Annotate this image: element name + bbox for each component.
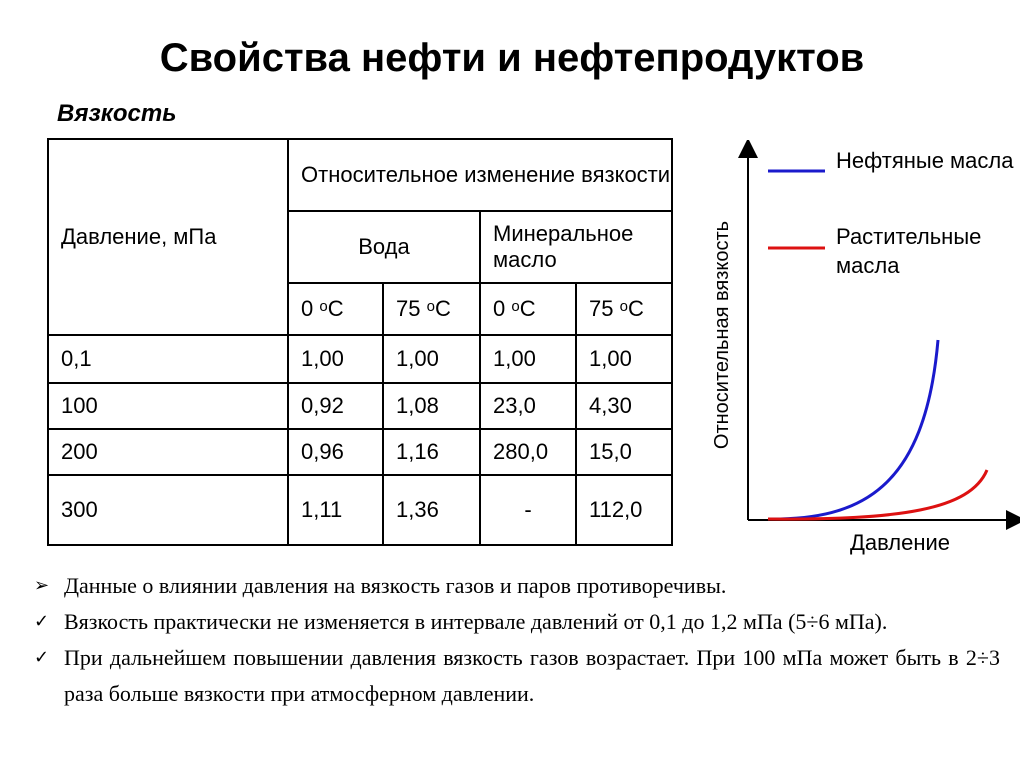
table-row	[48, 475, 672, 545]
value-cell: 4,30	[576, 383, 672, 429]
table-row	[48, 429, 672, 475]
bullet-item	[30, 604, 1000, 640]
value-cell: 1,00	[288, 335, 383, 383]
value-cell: 15,0	[576, 429, 672, 475]
bullet-list	[30, 568, 1000, 712]
series-line-petroleum-oils	[768, 340, 938, 519]
temp-unit: C	[434, 296, 451, 321]
viscosity-table	[47, 138, 673, 546]
degree-mark: o	[619, 298, 628, 315]
value-cell: 280,0	[480, 429, 576, 475]
temp-value: 0	[301, 296, 314, 321]
bullet-item	[30, 568, 1000, 604]
table-row	[48, 383, 672, 429]
bullet-item	[30, 640, 1000, 712]
value-cell: 23,0	[480, 383, 576, 429]
pressure-header: Давление, мПа	[48, 139, 288, 335]
page-title: Свойства нефти и нефтепродуктов	[159, 36, 865, 80]
temp-unit: C	[627, 296, 644, 321]
checkmark-icon: ✓	[34, 611, 50, 632]
temp-unit: C	[519, 296, 536, 321]
value-cell: 112,0	[576, 475, 672, 545]
mineral-oil-header: Минеральное масло	[480, 211, 672, 283]
pressure-cell: 200	[48, 429, 288, 475]
value-cell: 0,96	[288, 429, 383, 475]
value-cell: 1,11	[288, 475, 383, 545]
relative-change-header: Относительное изменение вязкости	[288, 139, 672, 211]
temp-header	[480, 283, 576, 335]
series-line-vegetable-oils	[768, 470, 987, 519]
degree-mark: o	[426, 298, 435, 315]
temp-value: 0	[493, 296, 506, 321]
degree-mark: o	[511, 298, 520, 315]
temp-value: 75	[589, 296, 614, 321]
temp-header	[288, 283, 383, 335]
value-cell: 0,92	[288, 383, 383, 429]
degree-mark: o	[319, 298, 328, 315]
temp-value: 75	[396, 296, 421, 321]
legend-label-vegetable-oils: Растительные масла	[836, 224, 982, 278]
x-axis-label: Давление	[849, 530, 951, 555]
checkmark-icon: ✓	[34, 647, 50, 668]
value-cell: 1,36	[383, 475, 480, 545]
pressure-cell: 300	[48, 475, 288, 545]
legend-label-petroleum-oils: Нефтяные масла	[836, 148, 1014, 173]
section-subtitle: Вязкость	[57, 100, 177, 127]
value-cell: 1,00	[383, 335, 480, 383]
viscosity-chart	[700, 140, 1020, 565]
y-axis-label: Относительная вязкость	[711, 220, 733, 450]
bullet-text: Вязкость практически не изменяется в интервале давлений от 0,1 до 1,2 мПа (5÷6 мПа).	[64, 609, 888, 634]
arrow-bullet-icon: ➢	[34, 575, 50, 596]
value-cell: 1,00	[480, 335, 576, 383]
water-header: Вода	[288, 211, 480, 283]
bullet-text: При дальнейшем повышении давления вязкость газов возрастает. При 100 мПа может быть в 2÷3 раза больше вязкости при атмосферном давлении.	[64, 645, 1000, 706]
pressure-cell: 0,1	[48, 335, 288, 383]
table-row	[48, 335, 672, 383]
temp-unit: C	[327, 296, 344, 321]
temp-header	[576, 283, 672, 335]
temp-header	[383, 283, 480, 335]
value-cell: 1,16	[383, 429, 480, 475]
value-cell: 1,00	[576, 335, 672, 383]
value-cell: 1,08	[383, 383, 480, 429]
value-cell: -	[480, 475, 576, 545]
bullet-text: Данные о влиянии давления на вязкость газов и паров противоречивы.	[64, 573, 727, 598]
pressure-cell: 100	[48, 383, 288, 429]
